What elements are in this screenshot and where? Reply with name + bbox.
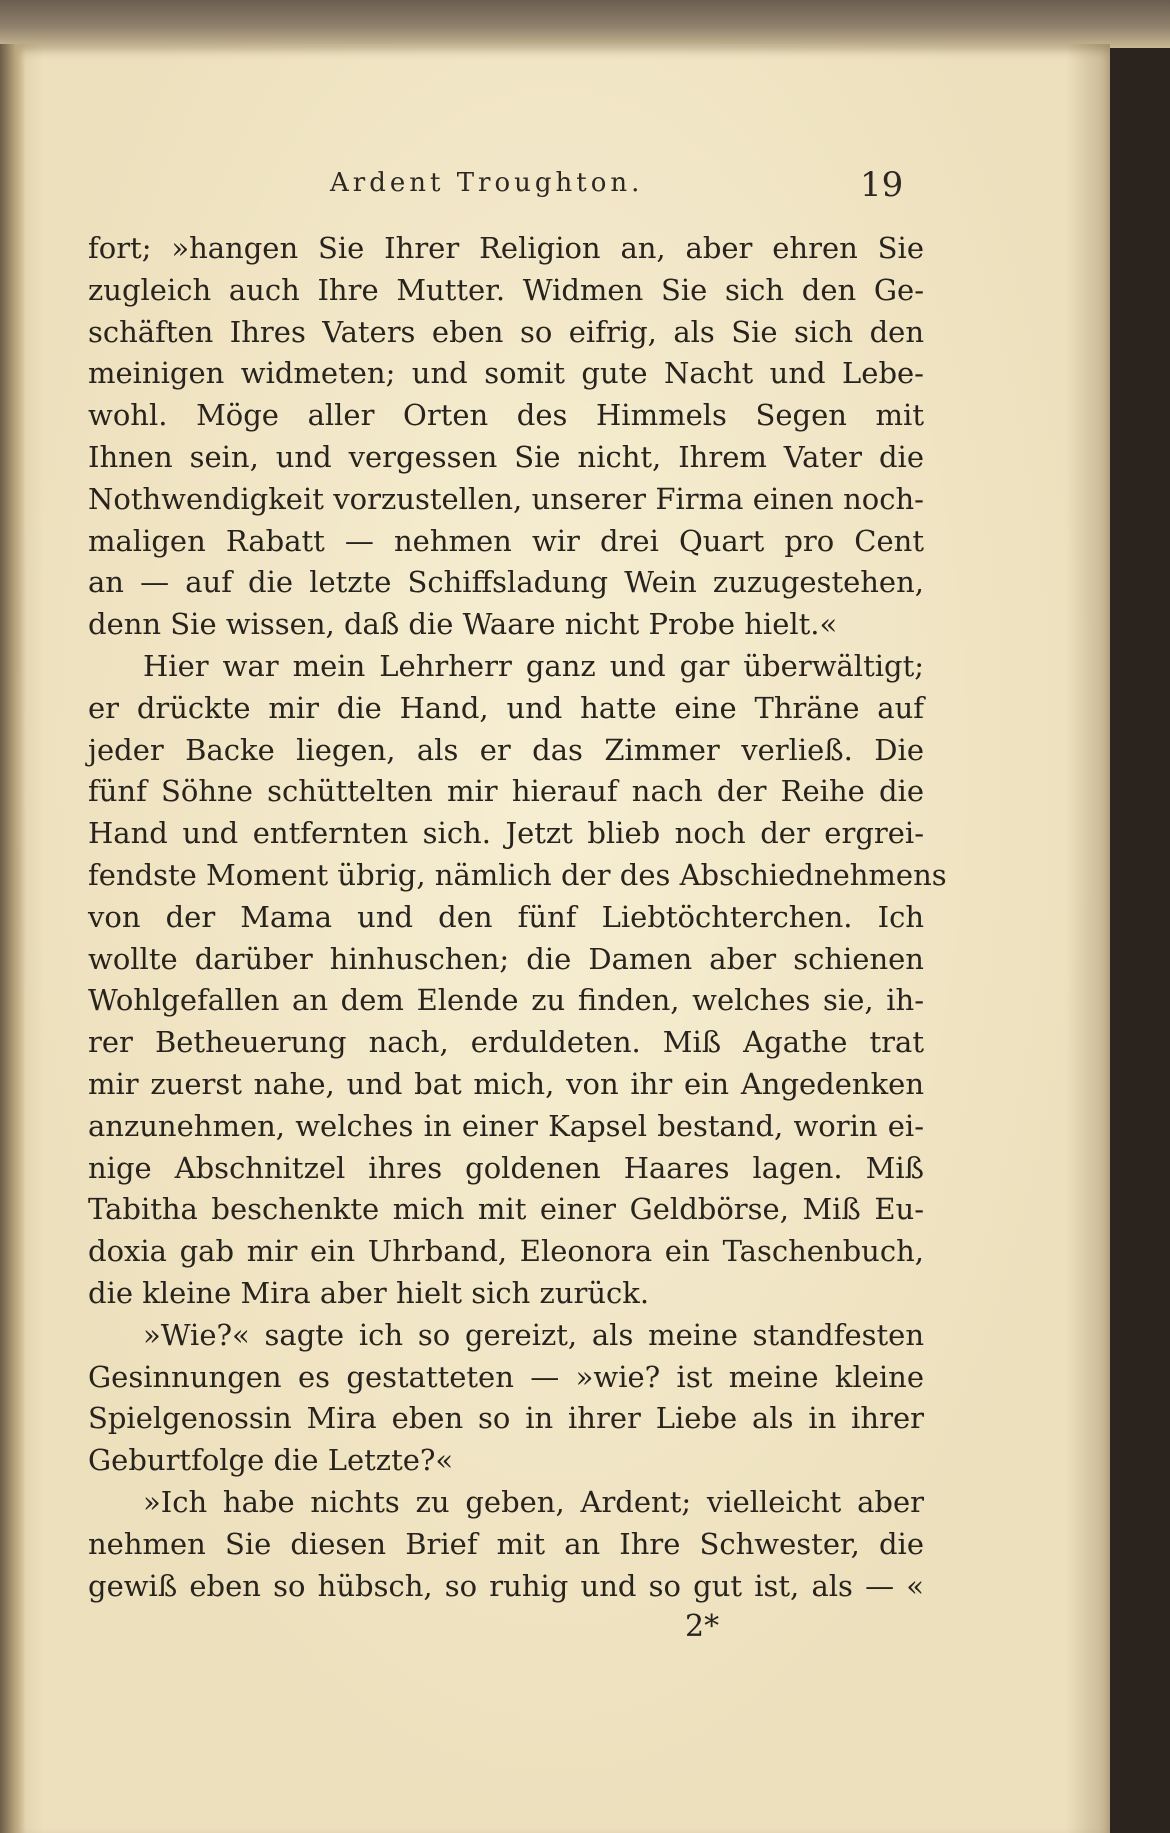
text-line: fendste Moment übrig, nämlich der des Abschiednehmens: [88, 857, 947, 892]
signature-mark: 2*: [685, 1609, 720, 1644]
text-line: Hier war mein Lehrherr ganz und gar überwältigt;: [143, 648, 924, 683]
text-line: nehmen Sie diesen Brief mit an Ihre Schwester, die: [88, 1526, 924, 1561]
text-line: schäften Ihres Vaters eben so eifrig, als Sie sich den: [88, 314, 924, 349]
text-line: »Wie?« sagte ich so gereizt, als meine standfesten: [143, 1317, 924, 1352]
text-line: wohl. Möge aller Orten des Himmels Segen mit: [88, 398, 924, 433]
text-line: »Ich habe nichts zu geben, Ardent; vielleicht aber: [143, 1484, 924, 1519]
text-line: Wohlgefallen an dem Elende zu finden, welches sie, ih-: [88, 983, 924, 1018]
text-line: mir zuerst nahe, und bat mich, von ihr ein Angedenken: [88, 1066, 924, 1101]
text-line: anzunehmen, welches in einer Kapsel bestand, worin ei-: [88, 1108, 924, 1143]
text-line: gewiß eben so hübsch, so ruhig und so gut ist, als — «: [88, 1568, 924, 1603]
text-line: an — auf die letzte Schiffsladung Wein zuzugestehen,: [88, 565, 924, 600]
page-number: 19: [860, 165, 904, 205]
page-top-edge: [0, 0, 1170, 48]
text-line: fort; »hangen Sie Ihrer Religion an, aber ehren Sie: [88, 231, 924, 265]
text-line: Tabitha beschenkte mich mit einer Geldbörse, Miß Eu-: [88, 1192, 924, 1227]
text-line: Gesinnungen es gestatteten — »wie? ist meine kleine: [88, 1359, 924, 1394]
text-line: er drückte mir die Hand, und hatte eine Thräne auf: [88, 690, 924, 725]
text-line: zugleich auch Ihre Mutter. Widmen Sie sich den Ge-: [88, 272, 924, 307]
text-line: Geburtfolge die Letzte?«: [88, 1443, 454, 1478]
text-line: doxia gab mir ein Uhrband, Eleonora ein Taschenbuch,: [88, 1234, 924, 1269]
text-line: die kleine Mira aber hielt sich zurück.: [88, 1275, 650, 1310]
running-head: Ardent Troughton.: [330, 168, 644, 198]
text-line: nige Abschnitzel ihres goldenen Haares lagen. Miß: [88, 1150, 924, 1185]
text-line: Ihnen sein, und vergessen Sie nicht, Ihrem Vater die: [88, 439, 924, 474]
text-line: fünf Söhne schüttelten mir hierauf nach der Reihe die: [88, 774, 924, 809]
text-line: von der Mama und den fünf Liebtöchterchen. Ich: [88, 899, 924, 934]
text-line: wollte darüber hinhuschen; die Damen aber schienen: [88, 941, 924, 976]
text-line: Hand und entfernten sich. Jetzt blieb noch der ergrei-: [88, 816, 924, 851]
text-line: meinigen widmeten; und somit gute Nacht und Lebe-: [88, 356, 924, 391]
text-line: jeder Backe liegen, als er das Zimmer verließ. Die: [88, 732, 924, 767]
text-line: rer Betheuerung nach, erduldeten. Miß Agathe trat: [88, 1025, 924, 1060]
text-line: denn Sie wissen, daß die Waare nicht Probe hielt.«: [88, 607, 838, 642]
text-line: Spielgenossin Mira eben so in ihrer Liebe als in ihrer: [88, 1401, 924, 1436]
body-text: [88, 228, 947, 1607]
page-gutter: [0, 44, 26, 1833]
text-line: Nothwendigkeit vorzustellen, unserer Firma einen noch-: [88, 481, 924, 516]
text-line: maligen Rabatt — nehmen wir drei Quart pro Cent: [88, 523, 924, 558]
